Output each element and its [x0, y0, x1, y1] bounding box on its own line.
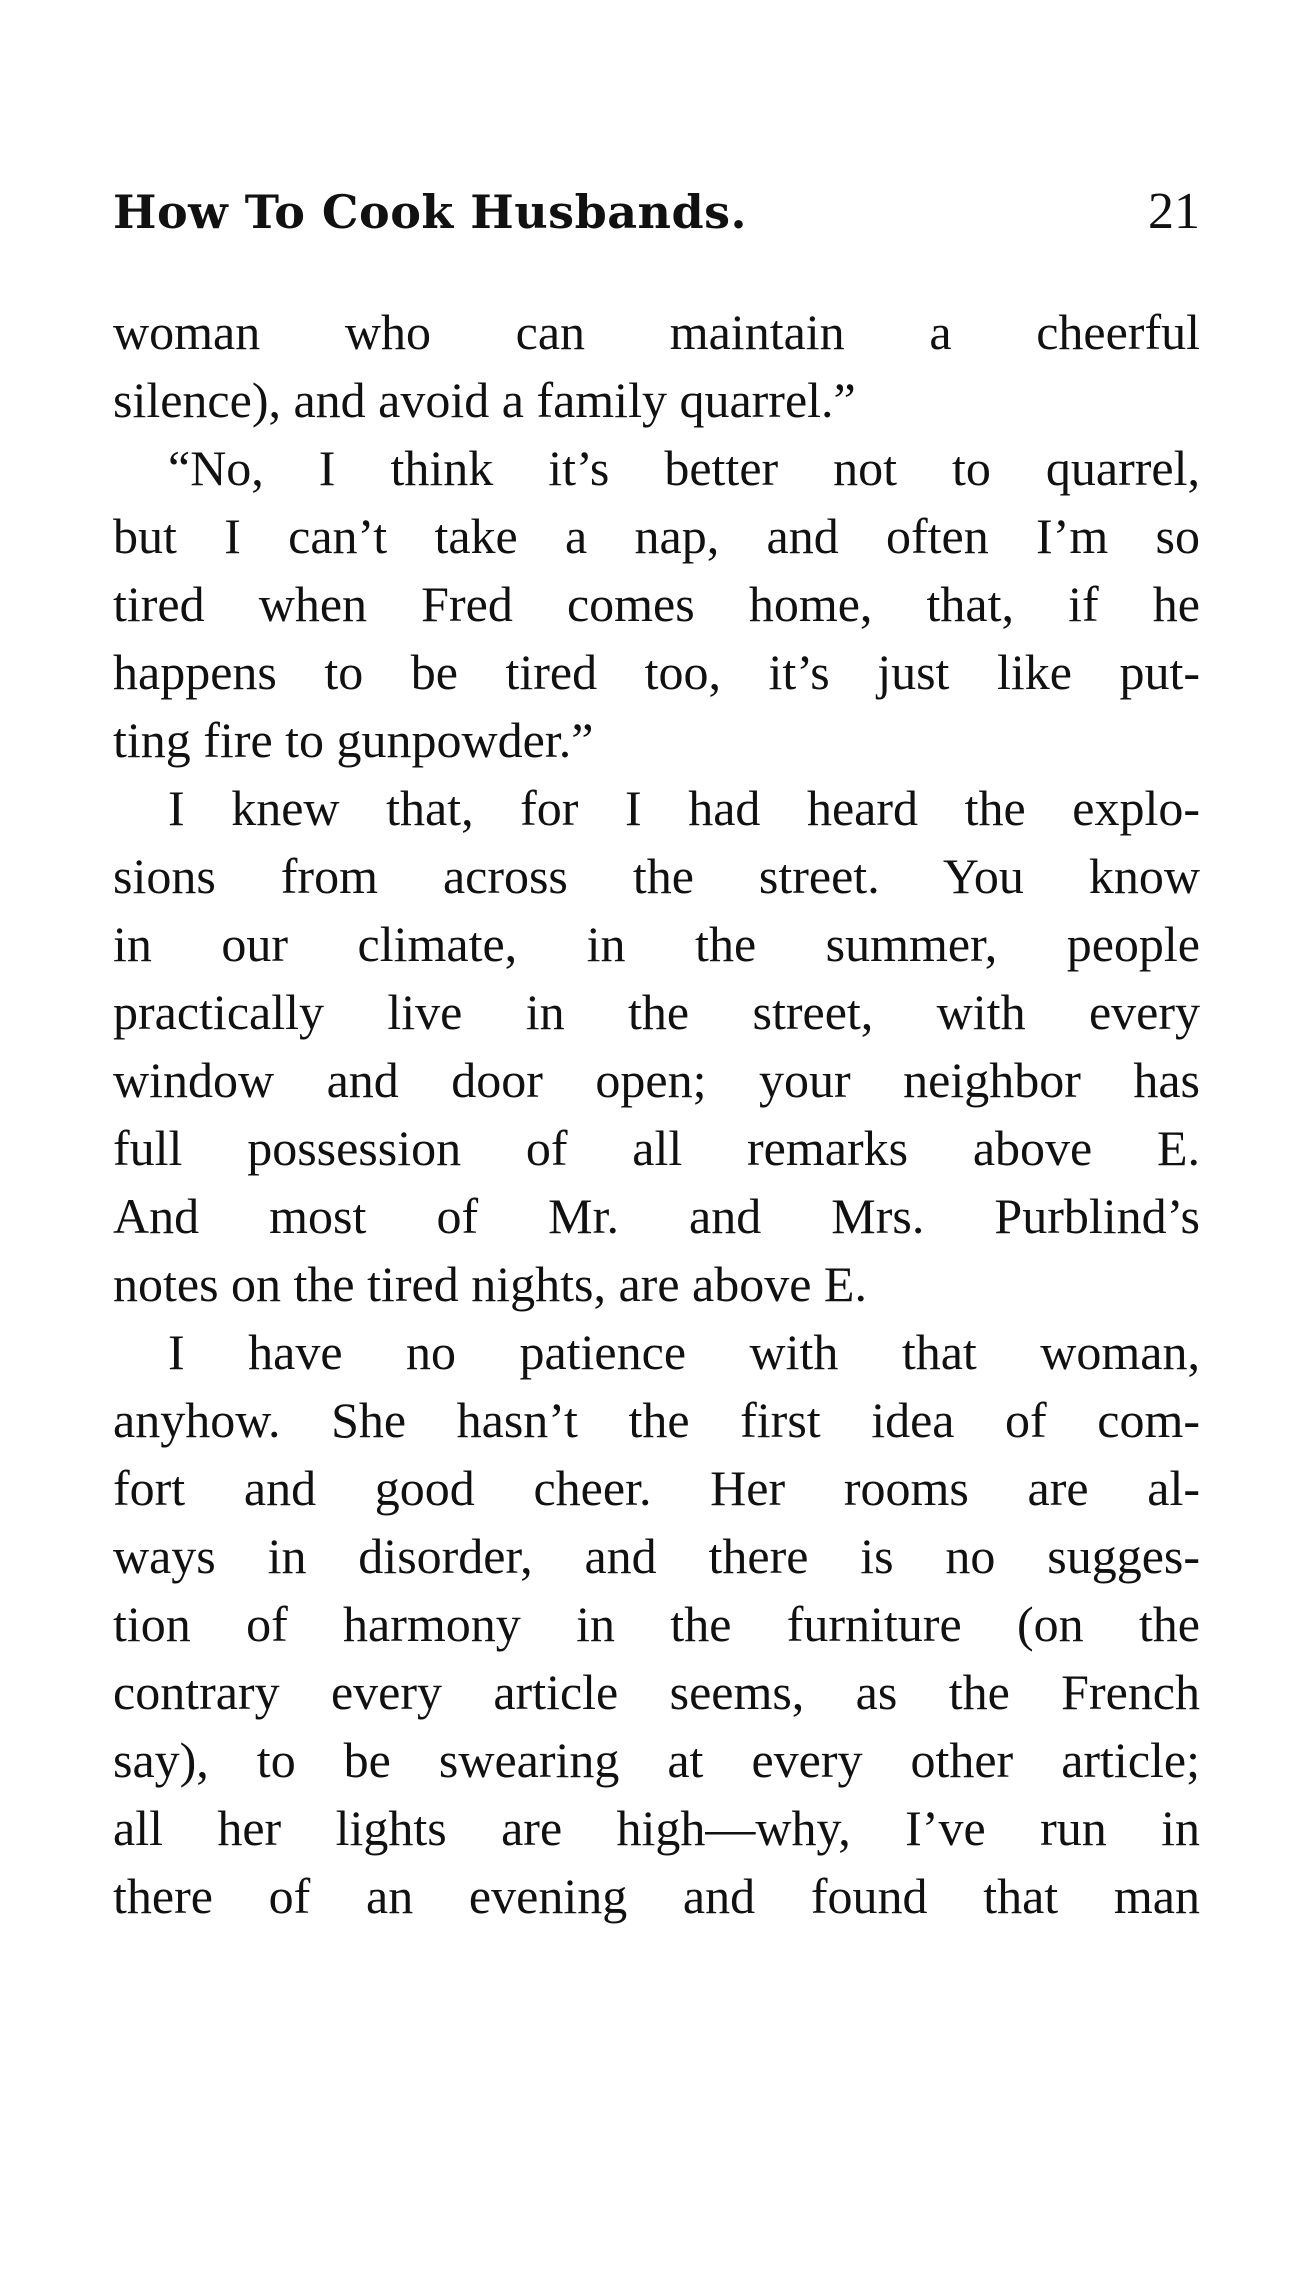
- text-line: woman who can maintain a cheerful: [113, 304, 1200, 360]
- text-line: ting fire to gunpowder.”: [113, 712, 594, 768]
- text-line: practically live in the street, with every: [113, 984, 1200, 1040]
- text-line: silence), and avoid a family quarrel.”: [113, 372, 856, 428]
- text-line: sions from across the street. You know: [113, 848, 1200, 904]
- text-line: tired when Fred comes home, that, if he: [113, 576, 1200, 632]
- text-line: but I can’t take a nap, and often I’m so: [113, 508, 1200, 564]
- paragraph: [113, 434, 1200, 774]
- text-line: tion of harmony in the furniture (on the: [113, 1596, 1200, 1652]
- text-line: window and door open; your neighbor has: [113, 1052, 1200, 1108]
- text-line: in our climate, in the summer, people: [113, 916, 1200, 972]
- text-line: notes on the tired nights, are above E.: [113, 1256, 867, 1312]
- text-line: anyhow. She hasn’t the first idea of com-: [113, 1392, 1200, 1448]
- text-line: say), to be swearing at every other article;: [113, 1732, 1200, 1788]
- text-line: full possession of all remarks above E.: [113, 1120, 1200, 1176]
- text-line: all her lights are high—why, I’ve run in: [113, 1800, 1200, 1856]
- text-line: fort and good cheer. Her rooms are al-: [113, 1460, 1200, 1516]
- body-text: [113, 298, 1200, 1930]
- paragraph: [113, 298, 1200, 434]
- text-line: And most of Mr. and Mrs. Purblind’s: [113, 1188, 1200, 1244]
- text-line: there of an evening and found that man: [113, 1868, 1200, 1924]
- page-number: 21: [1148, 183, 1200, 240]
- paragraph: [113, 774, 1200, 1318]
- paragraph: [113, 1318, 1200, 1930]
- text-line: ways in disorder, and there is no sugges-: [113, 1528, 1200, 1584]
- running-head: [113, 182, 1200, 252]
- text-line: “No, I think it’s better not to quarrel,: [168, 440, 1200, 496]
- text-line: happens to be tired too, it’s just like put-: [113, 644, 1200, 700]
- running-title: How To Cook Husbands.: [113, 185, 748, 239]
- text-line: I knew that, for I had heard the explo-: [168, 780, 1200, 836]
- text-line: contrary every article seems, as the French: [113, 1664, 1200, 1720]
- text-line: I have no patience with that woman,: [168, 1324, 1200, 1380]
